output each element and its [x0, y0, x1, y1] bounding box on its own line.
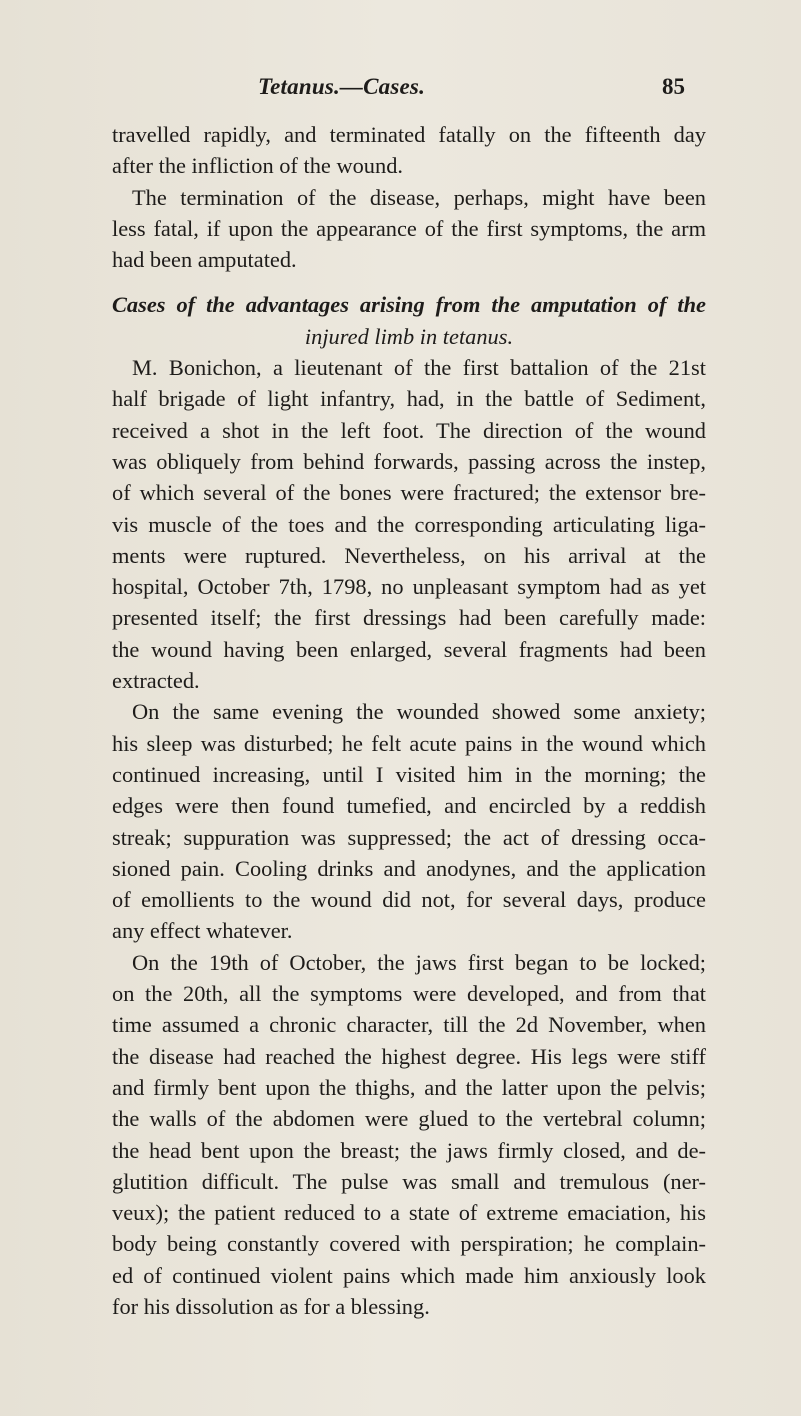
- text-line: ments were ruptured. Nevertheless, on his arrival at the: [112, 542, 706, 568]
- text-line: On the 19th of October, the jaws first began to be locked;: [132, 949, 706, 975]
- text-line: less fatal, if upon the appearance of the first symptoms, the arm: [112, 215, 706, 241]
- text-line: continued increasing, until I visited him in the morning; the: [112, 761, 706, 787]
- text-line: sioned pain. Cooling drinks and anodynes, and the application: [112, 855, 706, 881]
- text-line: The termination of the disease, perhaps, might have been: [132, 184, 706, 210]
- text-line: edges were then found tumefied, and encircled by a reddish: [112, 793, 706, 819]
- text-line: of which several of the bones were fractured; the extensor bre-: [112, 480, 706, 506]
- text-line: vis muscle of the toes and the corresponding articulating liga-: [112, 511, 706, 537]
- text-line: for his dissolution as for a blessing.: [112, 1293, 430, 1319]
- text-line: ed of continued violent pains which made him anxiously look: [112, 1262, 706, 1288]
- text-line: the head bent upon the breast; the jaws firmly closed, and de-: [112, 1137, 706, 1163]
- text-line: on the 20th, all the symptoms were developed, and from that: [112, 981, 706, 1007]
- text-line: received a shot in the left foot. The direction of the wound: [112, 417, 706, 443]
- text-line: hospital, October 7th, 1798, no unpleasant symptom had as yet: [112, 574, 706, 600]
- section-heading: injured limb in tetanus.: [304, 323, 514, 349]
- text-line: M. Bonichon, a lieutenant of the first battalion of the 21st: [132, 355, 706, 381]
- section-heading: Cases of the advantages arising from the amputation of the: [112, 292, 706, 318]
- text-line: had been amputated.: [112, 247, 297, 273]
- text-line: was obliquely from behind forwards, passing across the instep,: [112, 448, 706, 474]
- text-line: half brigade of light infantry, had, in the battle of Sediment,: [112, 386, 706, 412]
- text-line: glutition difficult. The pulse was small and tremulous (ner-: [112, 1168, 706, 1194]
- text-line: extracted.: [112, 668, 200, 694]
- running-head: [258, 74, 685, 108]
- text-line: and firmly bent upon the thighs, and the latter upon the pelvis;: [112, 1074, 706, 1100]
- text-line: body being constantly covered with perspiration; he complain-: [112, 1231, 706, 1257]
- text-line: time assumed a chronic character, till the 2d November, when: [112, 1012, 706, 1038]
- text-line: the walls of the abdomen were glued to the vertebral column;: [112, 1106, 706, 1132]
- text-line: after the infliction of the wound.: [112, 153, 403, 179]
- page-number: 85: [662, 74, 685, 99]
- text-line: his sleep was disturbed; he felt acute pains in the wound which: [112, 730, 706, 756]
- text-line: travelled rapidly, and terminated fatally on the fifteenth day: [112, 122, 706, 147]
- text-line: the disease had reached the highest degree. His legs were stiff: [112, 1043, 706, 1069]
- text-line: veux); the patient reduced to a state of extreme emaciation, his: [112, 1200, 706, 1226]
- text-line: streak; suppuration was suppressed; the act of dressing occa-: [112, 824, 706, 850]
- running-title: Tetanus.—Cases.: [258, 74, 426, 99]
- body-text: [112, 119, 706, 1322]
- text-line: presented itself; the first dressings had been carefully made:: [112, 605, 706, 631]
- text-line: On the same evening the wounded showed some anxiety;: [132, 699, 706, 725]
- text-line: any effect whatever.: [112, 918, 293, 944]
- text-line: of emollients to the wound did not, for several days, produce: [112, 887, 706, 913]
- text-line: the wound having been enlarged, several fragments had been: [112, 636, 706, 662]
